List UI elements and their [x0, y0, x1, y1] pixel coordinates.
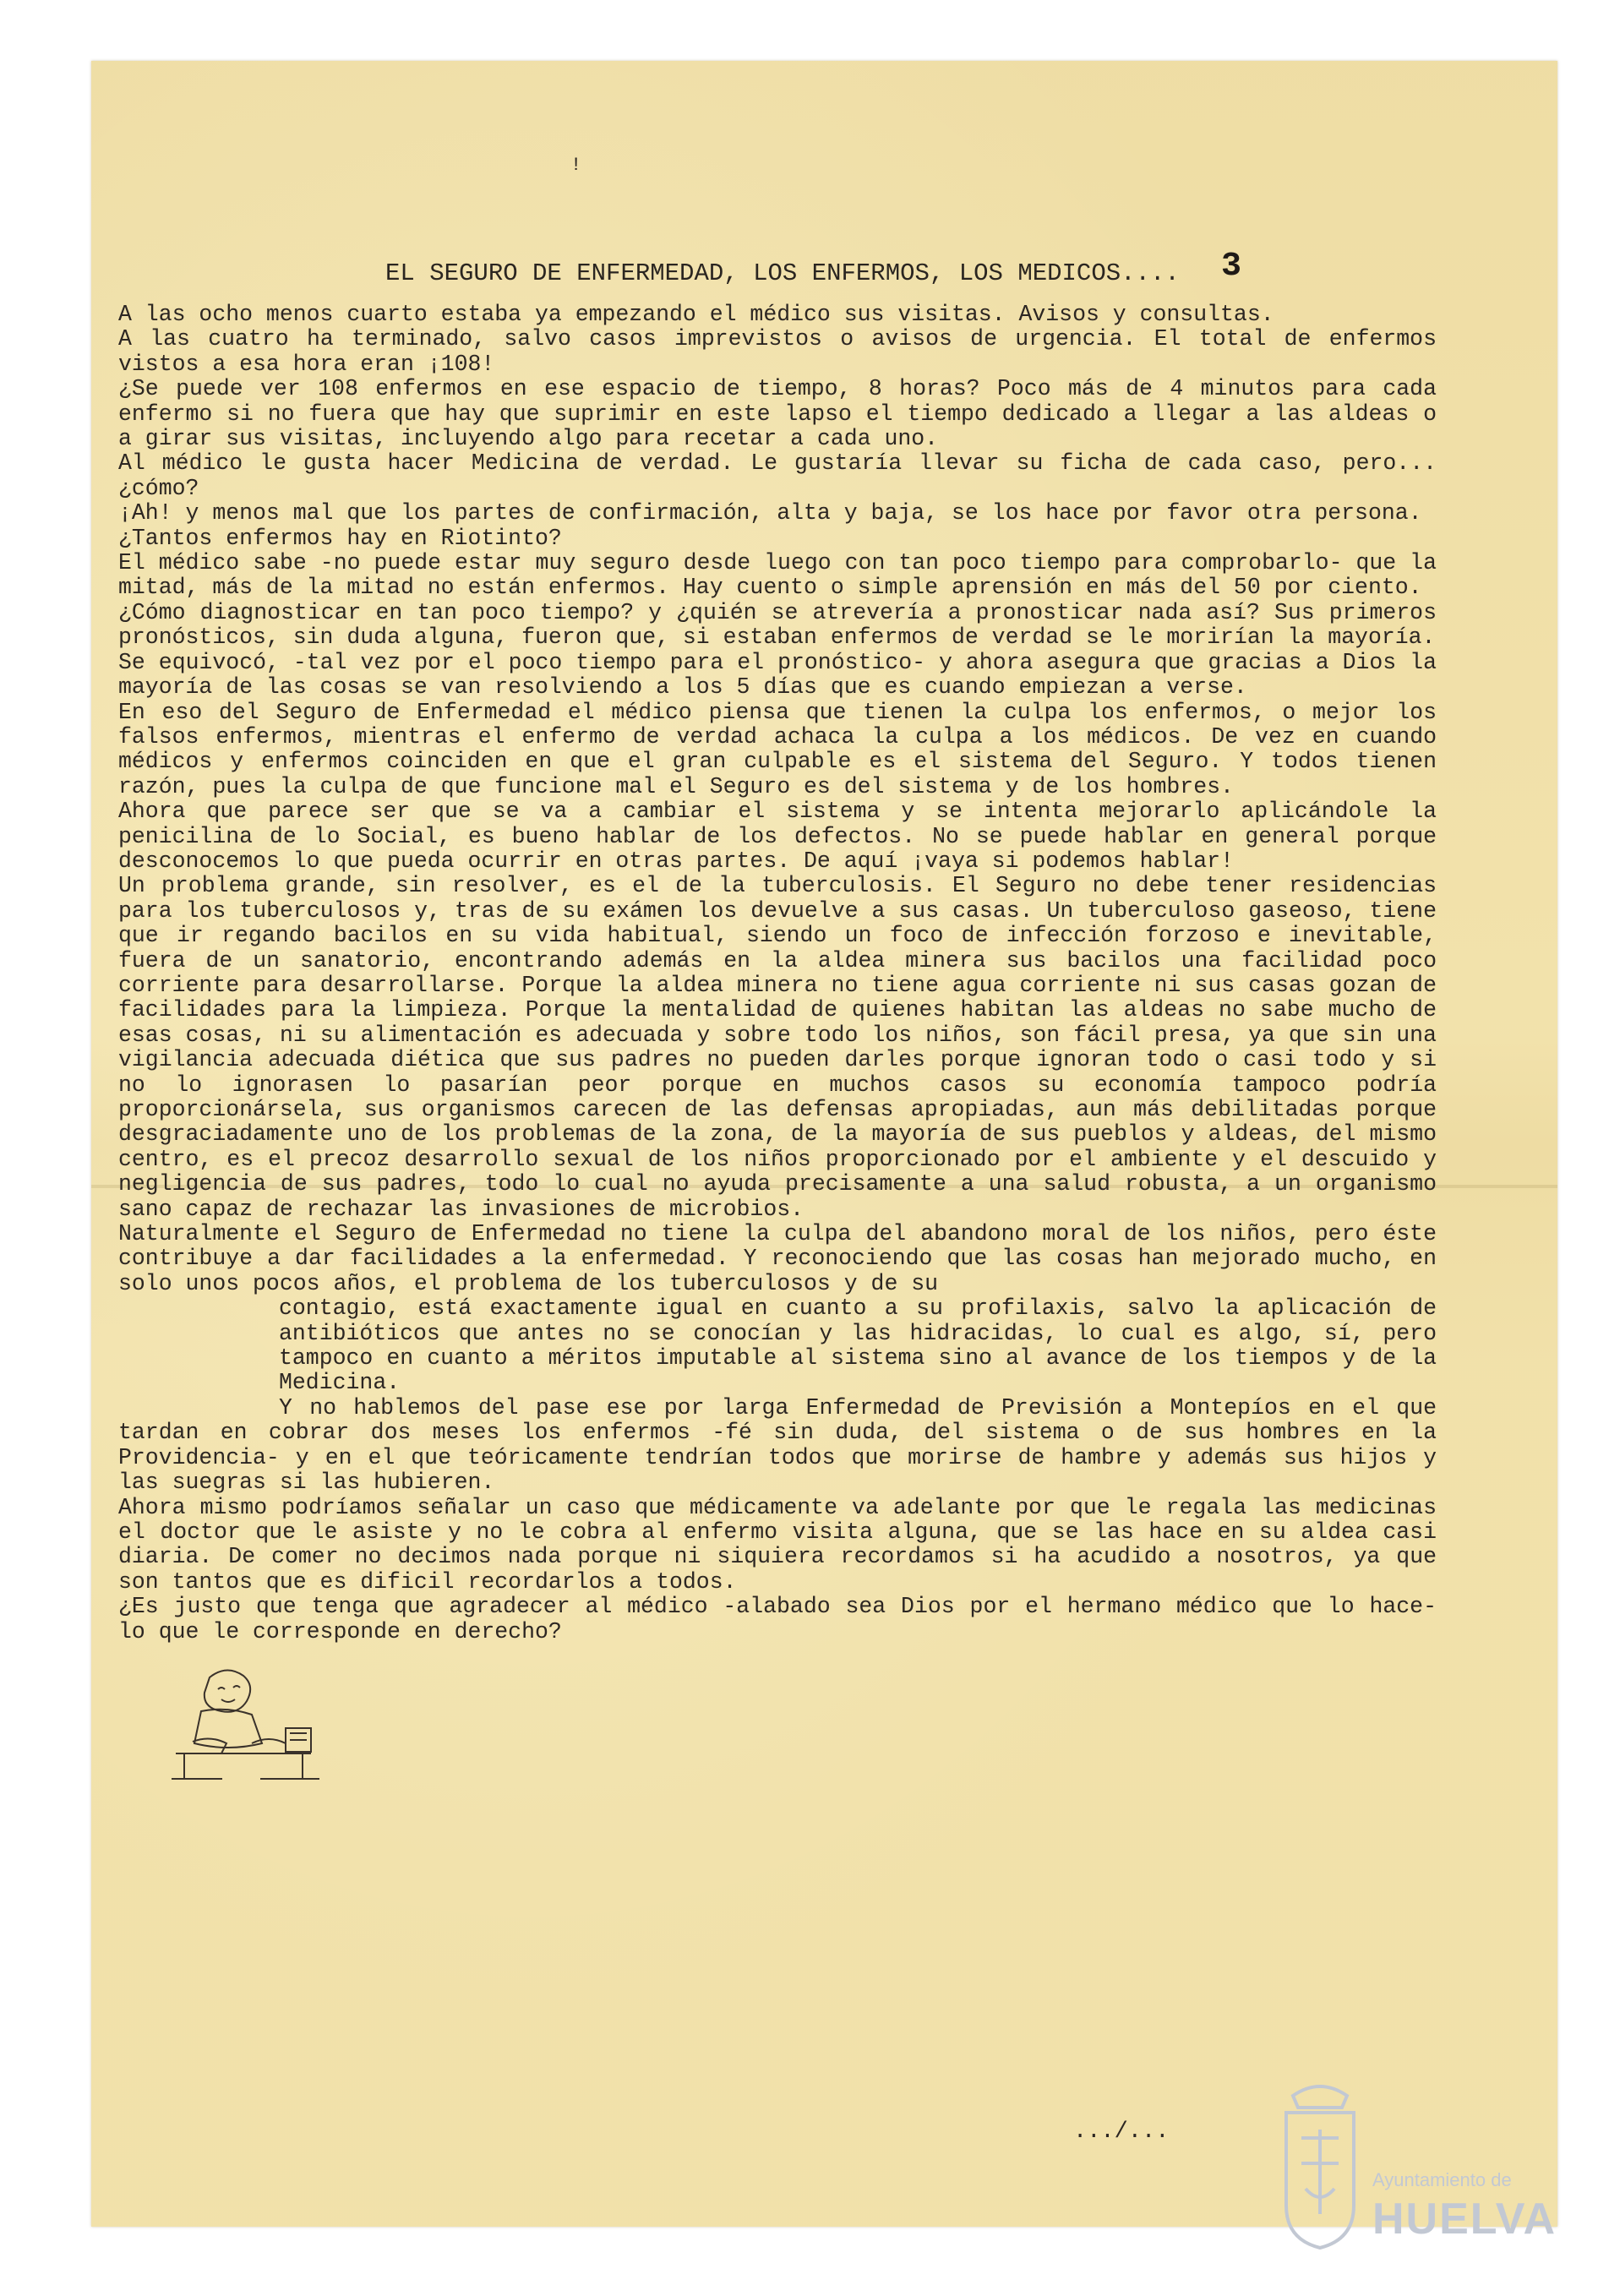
doctor-doodle-icon — [159, 1661, 332, 1787]
page-number: 3 — [1221, 248, 1242, 286]
paragraph: Ahora mismo podríamos señalar un caso que médicamente va adelante por que le regala las medicinas el doctor que le asiste y no le cobra al enfermo visita alguna, que se las hace en su aldea casi diaria. De comer no decimos nada porque ni siquiera recordamos si ha acudido a nosotros, ya que son tantos que es dificil recordarlos a todos. — [118, 1494, 1437, 1595]
watermark-line2: HUELVA — [1372, 2195, 1557, 2244]
paragraph: ¿Es justo que tenga que agradecer al médico -alabado sea Dios por el hermano médico que lo hace- lo que le corresponde en derecho? — [118, 1594, 1437, 1644]
paragraph: Se equivocó, -tal vez por el poco tiempo para el pronóstico- y ahora asegura que gracias a Dios la mayoría de las cosas se van resolviendo a los 5 días que es cuando empiezan a verse. — [118, 649, 1437, 701]
paragraph: El médico sabe -no puede estar muy seguro desde luego con tan poco tiempo para comprobarlo- que la mitad, más de la mitad no están enfermos. Hay cuento o simple aprensión en más del 50 por ciento. — [118, 550, 1437, 601]
paragraph: Naturalmente el Seguro de Enfermedad no tiene la culpa del abandono moral de los niños, pero éste contribuye a dar facilidades a la enfermedad. Y reconociendo que las cosas han mejorado mucho, en solo unos pocos años, el problema de los tuberculosos y de su — [118, 1221, 1437, 1296]
paragraph: Un problema grande, sin resolver, es el de la tuberculosis. El Seguro no debe tener residencias para los tuberculosos y, tras de su exámen los devuelve a sus casas. Un tuberculoso gaseoso, tiene que ir regando bacilos en su vida habitual, siendo un foco de infección forzoso e inevitable, fuera de un sanatorio, encontrando además en la aldea minera sus bacilos una facilidad poco corriente para desarrollarse. Porque la aldea minera no tiene agua corriente ni sus casas gozan de facilidades para la limpieza. Porque la mentalidad de quienes habitan las aldeas no sabe mucho de esas cosas, ni su alimentación es adecuada y sobre todo los niños, son fácil presa, ya que sin una vigilancia adecuada diética que sus padres no pueden darles porque ignoran todo o casi todo y si no lo ignorasen lo pasarían peor porque en muchos casos su economía tampoco podría proporcionársela, sus organismos carecen de las defensas apropiadas, aun más debilitadas porque desgraciadamente uno de los problemas de la zona, de la mayoría de sus pueblos y aldeas, del mismo centro, es el precoz desarrollo sexual de los niños proporcionado por el ambiente y el descuido y negligencia de sus padres, todo lo cual no ayuda precisamente a una salud robusta, a un organismo sano capaz de rechazar las invasiones de microbios. — [118, 873, 1437, 1222]
paragraph: Al médico le gusta hacer Medicina de verdad. Le gustaría llevar su ficha de cada caso, pero... ¿cómo? — [118, 450, 1437, 501]
paragraph: ¿Cómo diagnosticar en tan poco tiempo? y ¿quién se atrevería a pronosticar nada así? Sus primeros pronósticos, sin duda alguna, fueron que, si estaban enfermos de verdad se le morirían la mayoría. — [118, 599, 1437, 651]
continues-marker: .../... — [1073, 2119, 1170, 2145]
paragraph: A las ocho menos cuarto estaba ya empezando el médico sus visitas. Avisos y consultas. — [118, 302, 1274, 327]
document-body — [118, 303, 1437, 1644]
watermark-line1: Ayuntamiento de — [1372, 2169, 1512, 2190]
stray-mark — [570, 156, 575, 161]
paragraph: ¡Ah! y menos mal que los partes de confirmación, alta y baja, se los hace por favor otra persona. — [118, 500, 1422, 526]
paragraph: ¿Tantos enfermos hay en Riotinto? — [118, 525, 562, 551]
document-title: EL SEGURO DE ENFERMEDAD, LOS ENFERMOS, LOS MEDICOS.... — [385, 259, 1180, 287]
paragraph: Y no hablemos del pase ese por larga Enfermedad de Previsión a Montepíos en el que tardan en cobrar dos meses los enfermos -fé sin duda, del sistema o de sus hombres en la Providencia- y en el que teóricamente tendrían todos que morirse de hambre y además sus hijos y las suegras si las hubieren. — [118, 1394, 1437, 1496]
paragraph: Ahora que parece ser que se va a cambiar el sistema y se intenta mejorarlo aplicándole la penicilina de lo Social, es bueno hablar de los defectos. No se puede hablar en general porque desconocemos lo que pueda ocurrir en otras partes. De aquí ¡vaya si podemos hablar! — [118, 799, 1437, 874]
paragraph: En eso del Seguro de Enfermedad el médico piensa que tienen la culpa los enfermos, o mejor los falsos enfermos, mientras el enfermo de verdad achaca la culpa a los médicos. De vez en cuando médicos y enfermos coinciden en que el gran culpable es el sistema del Seguro. Y todos tienen razón, pues la culpa de que funcione mal el Seguro es del sistema y de los hombres. — [118, 699, 1437, 799]
indented-paragraph: contagio, está exactamente igual en cuanto a su profilaxis, salvo la aplicación de antibióticos que antes no se conocían y las hidracidas, lo cual es algo, sí, pero tampoco en cuanto a méritos imputable al sistema sino al avance de los tiempos y de la Medicina. — [279, 1295, 1437, 1396]
paragraph: ¿Se puede ver 108 enfermos en ese espacio de tiempo, 8 horas? Poco más de 4 minutos para cada enfermo si no fuera que hay que suprimir en este lapso el tiempo dedicado a llegar a las aldeas o a girar sus visitas, incluyendo algo para recetar a cada uno. — [118, 376, 1437, 452]
paragraph: A las cuatro ha terminado, salvo casos imprevistos o avisos de urgencia. El total de enfermos vistos a esa hora eran ¡108! — [118, 326, 1437, 377]
